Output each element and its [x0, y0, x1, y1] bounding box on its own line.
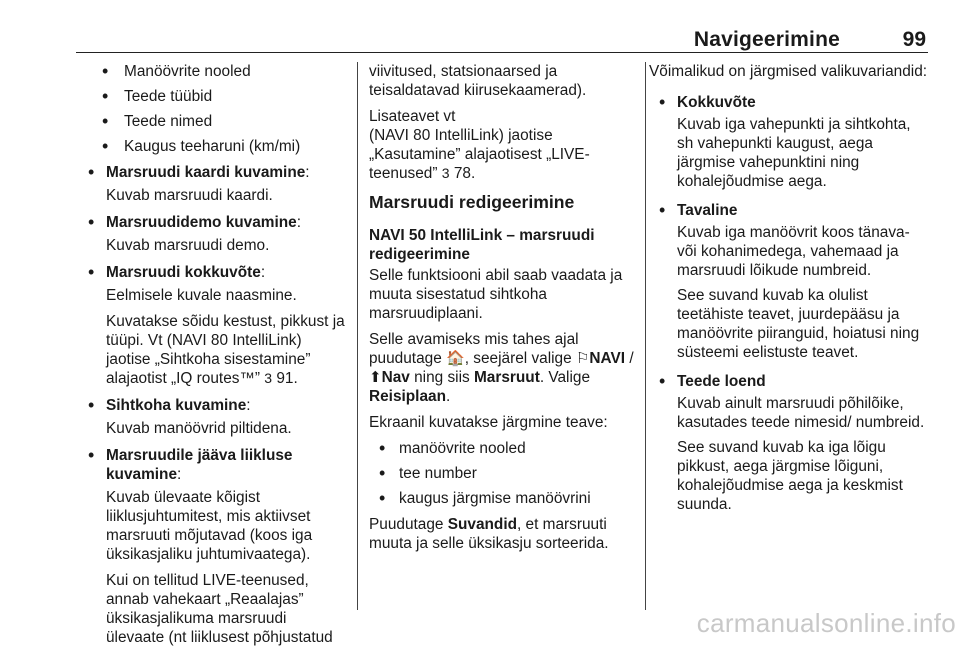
colon: : [296, 214, 302, 231]
list-item: • Teede nimed [88, 112, 346, 131]
page-ref-icon: 3 [264, 370, 273, 386]
variant-title: Kokkuvõte [677, 94, 756, 111]
variant-desc: Kuvab ainult marsruudi põhilõike, kasutades teede nimesid/ numbreid. [677, 395, 925, 431]
variant-title: Teede loend [677, 373, 766, 390]
text: , seejärel valige [464, 350, 572, 367]
column-1 [88, 62, 346, 655]
option-label: Sihtkoha kuvamine [106, 397, 247, 414]
list-item: • Kaugus teeharuni (km/mi) [88, 137, 346, 156]
text: Puudutage [369, 516, 448, 533]
text: . [445, 388, 451, 405]
option-desc: Kui on tellitud LIVE-teenused, annab vahekaart „Reaalajas” üksikasjalikuma marsruudi ülevaate (nt liiklusest põhjustatud [106, 572, 333, 646]
sub-list [88, 62, 346, 156]
page-ref-icon: 3 [441, 165, 450, 181]
page-title: Navigeerimine [693, 28, 840, 51]
section-title: Marsruudi redigeerimine [369, 192, 575, 212]
list-item: • manöövrite nooled [369, 439, 639, 458]
paragraph [369, 515, 639, 553]
paragraph [369, 330, 639, 406]
column-divider [645, 62, 646, 610]
variant-title: Tavaline [677, 202, 738, 219]
option-desc: Kuvab marsruudi demo. [106, 237, 270, 254]
option-label: Marsruudi kokkuvõte [106, 264, 261, 281]
watermark: carmanualsonline.info [696, 608, 956, 638]
column-divider [357, 62, 358, 610]
text: . Valige [539, 369, 591, 386]
home-icon: 🏠 [446, 350, 465, 367]
nav-label: Nav [381, 369, 410, 386]
variant-desc: See suvand kuvab ka olulist teetähiste teavet, juurdepääsu ja manöövrite piiranguid, hoiatusi ning süsteemi eelistuste teavet. [677, 287, 920, 361]
list-item: • Teede tüübid [88, 87, 346, 106]
list-item [649, 372, 931, 514]
list-item [88, 446, 346, 647]
text: ning siis [409, 369, 474, 386]
colon: : [305, 164, 310, 181]
option-label: Marsruudi kaardi kuvamine [106, 164, 306, 181]
list-item [88, 396, 346, 438]
variant-desc: See suvand kuvab ka iga lõigu pikkust, aega järgmise lõiguni, kohalejõudmise aega ja keskmist suunda. [677, 439, 903, 513]
nav-arrow-icon: ⬆ [369, 369, 382, 386]
list-item [88, 163, 346, 205]
list-item [649, 93, 931, 191]
paragraph: Selle funktsiooni abil saab vaadata ja muuta sisestatud sihtkoha marsruudiplaani. [369, 267, 623, 322]
colon: : [177, 466, 182, 483]
variant-desc: Kuvab iga manöövrit koos tänava- või kohanimedega, vahemaad ja marsruudi lõikude numbreid. [677, 224, 910, 279]
text: , et marsruuti muuta ja selle üksikasju sorteerida. [369, 516, 609, 552]
text: Lisateavet vt [369, 108, 456, 125]
page-ref: 78. [453, 165, 476, 182]
text: Selle avamiseks mis tahes ajal puudutage [369, 331, 579, 367]
column-3 [649, 62, 931, 524]
reisiplaan-label: Reisiplaan [369, 388, 446, 405]
paragraph: Võimalikud on järgmised valikuvariandid: [649, 63, 928, 80]
option-desc: Eelmisele kuvale naasmine. [106, 287, 297, 304]
text: (NAVI 80 IntelliLink) jaotise „Kasutamine” alajaotisest „LIVE-teenused” [369, 127, 590, 182]
option-desc: Kuvab marsruudi kaardi. [106, 187, 273, 204]
colon: : [246, 397, 251, 414]
navi-label: NAVI [589, 350, 626, 367]
colon: : [260, 264, 266, 281]
page-number: 99 [902, 28, 926, 51]
list-item [88, 263, 346, 388]
variant-desc: Kuvab iga vahepunkti ja sihtkohta, sh vahepunkti kaugust, aega järgmise vahepunktini ning kohalejõudmise aega. [677, 116, 911, 190]
list-item [649, 201, 931, 362]
option-label: Marsruudidemo kuvamine [106, 214, 297, 231]
desc-text: Kuvatakse sõidu kestust, pikkust ja tüüpi. Vt (NAVI 80 IntelliLink) jaotise „Sihtkoha sisestamine” alajaotist „IQ routes™” [106, 313, 345, 387]
variants-list [649, 93, 931, 514]
list-item: • tee number [369, 464, 639, 483]
page-header [76, 28, 928, 53]
text: / [625, 350, 634, 367]
paragraph: viivitused, statsionaarsed ja teisaldatavad kiirusekaamerad). [369, 63, 587, 99]
flag-icon: ⚐ [575, 350, 590, 367]
page-ref: 91. [276, 370, 298, 387]
option-desc [106, 312, 346, 388]
option-desc: Kuvab manöövrid piltidena. [106, 420, 292, 437]
paragraph [369, 107, 639, 183]
column-2 [369, 62, 639, 560]
options-list [88, 163, 346, 647]
list-item [88, 213, 346, 255]
marsruut-label: Marsruut [473, 369, 540, 386]
suvandid-label: Suvandid [447, 516, 517, 533]
info-list [369, 439, 639, 508]
option-label: Marsruudile jääva liikluse kuvamine [106, 447, 293, 483]
list-item: • kaugus järgmise manöövrini [369, 489, 639, 508]
subsection-title: NAVI 50 IntelliLink – marsruudi redigeerimine [369, 227, 595, 263]
list-item: • Manöövrite nooled [88, 62, 346, 81]
option-desc: Kuvab ülevaate kõigist liiklusjuhtumitest, mis aktiivset marsruuti mõjutavad (koos iga üksikasjaliku juhtumivaatega). [106, 489, 313, 563]
paragraph: Ekraanil kuvatakse järgmine teave: [369, 414, 608, 431]
